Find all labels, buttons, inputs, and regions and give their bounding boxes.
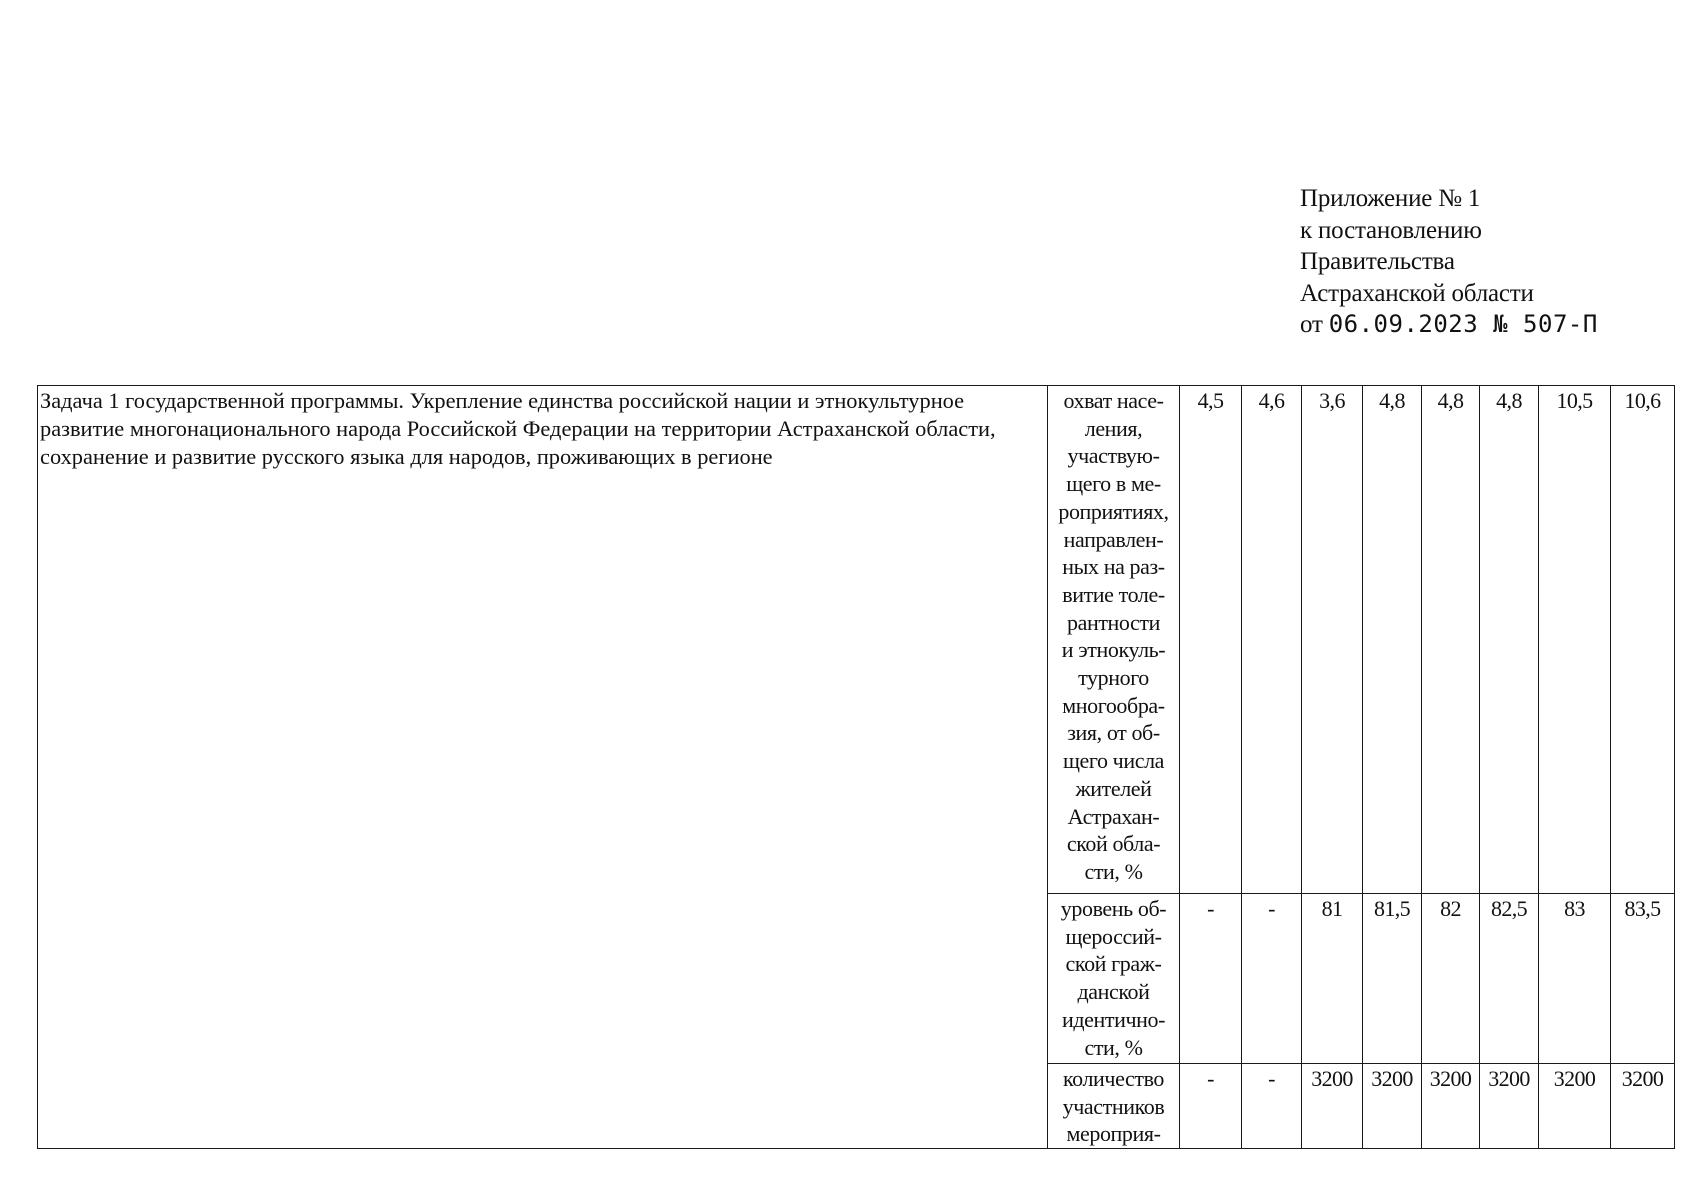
- indicator-line: зия, от об-: [1067, 720, 1160, 746]
- indicator-line: мероприя-: [1066, 1121, 1161, 1147]
- indicator-line: сти, %: [1084, 858, 1143, 884]
- value-cell: 82: [1422, 894, 1480, 1064]
- value-cell: 3200: [1480, 1064, 1539, 1149]
- indicator-line: многообра-: [1062, 692, 1165, 718]
- value-cell: 3200: [1422, 1064, 1480, 1149]
- indicator-line: количество: [1062, 1066, 1165, 1091]
- value-cell: -: [1242, 894, 1302, 1064]
- table-row: [38, 386, 1675, 894]
- task-description-cell: Задача 1 государственной программы. Укрепление единства российской нации и этнокультурное развитие многонационального народа Российской Федерации на территории Астраханской области, сохранение и развитие русского языка для народов, проживающих в регионе: [38, 386, 1048, 1149]
- indicator-line: направлен-: [1063, 526, 1164, 552]
- value-cell: 3200: [1363, 1064, 1422, 1149]
- value-cell: 83: [1539, 894, 1611, 1064]
- value-cell: 3,6: [1302, 386, 1363, 894]
- indicator-line: ления,: [1084, 415, 1143, 441]
- value-cell: 10,6: [1611, 386, 1675, 894]
- appendix-region-line: Астраханской области: [1300, 279, 1534, 307]
- indicator-line: щего числа: [1062, 748, 1165, 774]
- indicator-line: рантности: [1066, 609, 1161, 635]
- indicator-line: участников: [1062, 1093, 1165, 1119]
- indicator-line: данской: [1077, 979, 1150, 1005]
- appendix-stamp: [1300, 183, 1598, 341]
- value-cell: 83,5: [1611, 894, 1675, 1064]
- value-cell: 81: [1302, 894, 1363, 1064]
- appendix-date-line: [1300, 309, 1598, 341]
- indicator-cell: [1048, 386, 1180, 894]
- value-cell: 3200: [1302, 1064, 1363, 1149]
- date-typed-stamp: 06.09.2023 № 507-П: [1328, 310, 1598, 338]
- indicator-line: жителей: [1075, 775, 1152, 801]
- indicator-line: витие толе-: [1062, 581, 1165, 607]
- indicator-line: идентично-: [1061, 1006, 1166, 1032]
- indicator-line: роприятиях,: [1058, 498, 1169, 524]
- indicator-cell: [1048, 894, 1180, 1064]
- indicator-line: ных на раз-: [1062, 554, 1165, 580]
- value-cell: 3200: [1539, 1064, 1611, 1149]
- appendix-title: Приложение № 1: [1300, 185, 1481, 212]
- indicator-line: ской обла-: [1066, 831, 1161, 857]
- value-cell: -: [1242, 1064, 1302, 1149]
- value-cell: 4,8: [1363, 386, 1422, 894]
- indicator-line: и этнокуль-: [1061, 637, 1166, 663]
- value-cell: -: [1180, 894, 1242, 1064]
- value-cell: 4,5: [1180, 386, 1242, 894]
- indicator-line: уровень об-: [1060, 896, 1167, 921]
- indicator-line: ской граж-: [1065, 951, 1162, 977]
- indicator-line: щего в ме-: [1066, 471, 1161, 497]
- appendix-government-line: Правительства: [1300, 248, 1455, 275]
- indicator-line: охват насе-: [1063, 388, 1164, 413]
- date-prefix: от: [1300, 311, 1323, 338]
- value-cell: 4,8: [1422, 386, 1480, 894]
- indicator-line: сти, %: [1084, 1034, 1143, 1060]
- indicator-line: турного: [1078, 665, 1149, 691]
- value-cell: 10,5: [1539, 386, 1611, 894]
- indicator-line: участвую-: [1067, 443, 1160, 469]
- value-cell: -: [1180, 1064, 1242, 1149]
- value-cell: 4,8: [1480, 386, 1539, 894]
- indicator-cell: [1048, 1064, 1180, 1149]
- indicator-line: Астрахан-: [1067, 803, 1160, 829]
- value-cell: 82,5: [1480, 894, 1539, 1064]
- appendix-resolution-line: к постановлению: [1300, 216, 1482, 244]
- indicators-table: [37, 385, 1675, 1149]
- value-cell: 4,6: [1242, 386, 1302, 894]
- indicator-line: щероссий-: [1065, 923, 1162, 949]
- value-cell: 3200: [1611, 1064, 1675, 1149]
- value-cell: 81,5: [1363, 894, 1422, 1064]
